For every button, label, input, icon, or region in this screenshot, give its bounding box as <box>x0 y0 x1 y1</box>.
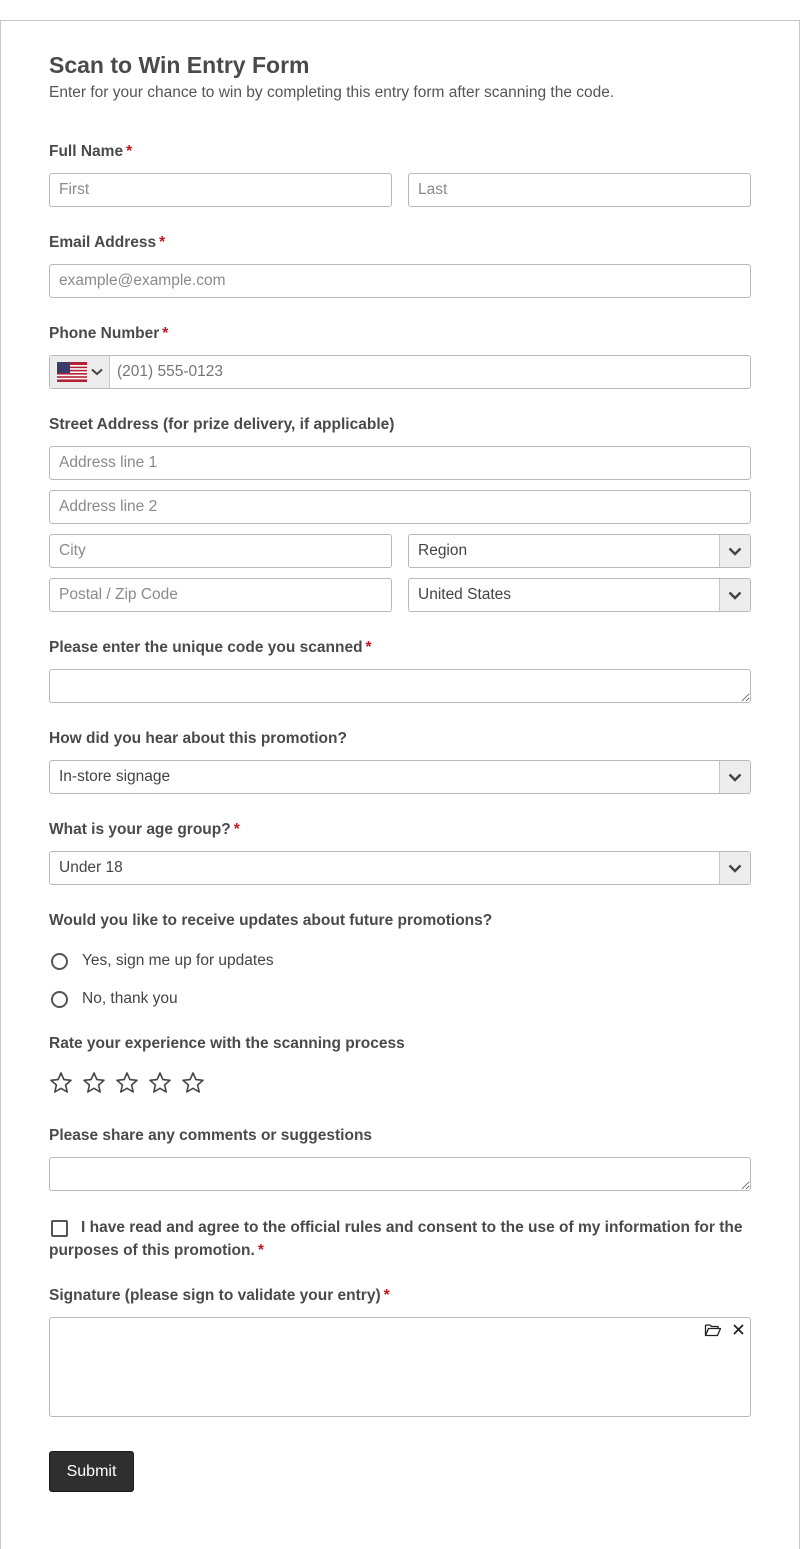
country-value: United States <box>418 586 512 603</box>
us-flag-icon <box>57 362 87 382</box>
form-title: Scan to Win Entry Form <box>49 52 310 78</box>
comments-input[interactable] <box>49 1157 751 1191</box>
signature-pad[interactable] <box>49 1317 751 1417</box>
radio-button[interactable] <box>51 953 68 970</box>
signature-label: Signature (please sign to validate your entry) * <box>49 1287 390 1304</box>
region-value: Region <box>418 542 468 559</box>
agree-label-line1: I have read and agree to the official rules and consent to the use of my information for the <box>81 1219 743 1236</box>
age-group-select[interactable] <box>49 851 751 885</box>
required-mark: * <box>159 234 166 251</box>
star-icon[interactable] <box>181 1071 205 1095</box>
required-mark: * <box>257 1242 264 1259</box>
chevron-down-icon <box>719 535 750 567</box>
country-code-selector[interactable] <box>50 356 110 388</box>
last-name-input[interactable] <box>408 173 751 207</box>
required-mark: * <box>233 821 240 838</box>
address-label: Street Address (for prize delivery, if applicable) <box>49 416 395 433</box>
close-icon[interactable] <box>732 1323 745 1336</box>
email-label: Email Address * <box>49 234 166 251</box>
required-mark: * <box>383 1287 390 1304</box>
agree-checkbox[interactable] <box>51 1220 68 1242</box>
updates-option-yes[interactable] <box>51 952 274 970</box>
star-rating <box>49 1071 205 1095</box>
region-select[interactable] <box>408 534 751 568</box>
chevron-down-icon <box>719 761 750 793</box>
radio-label: No, thank you <box>82 990 178 1007</box>
unique-code-label: Please enter the unique code you scanned * <box>49 639 372 656</box>
phone-field <box>49 355 751 389</box>
star-icon[interactable] <box>82 1071 106 1095</box>
comments-label: Please share any comments or suggestions <box>49 1127 373 1144</box>
star-icon[interactable] <box>115 1071 139 1095</box>
chevron-down-icon <box>719 852 750 884</box>
address-line2-input[interactable] <box>49 490 751 524</box>
phone-input[interactable] <box>110 356 750 388</box>
hear-about-value: In-store signage <box>59 768 171 785</box>
agree-label-line2: purposes of this promotion. * <box>49 1242 264 1259</box>
required-mark: * <box>162 325 169 342</box>
folder-open-icon[interactable] <box>704 1322 722 1338</box>
hear-about-select[interactable] <box>49 760 751 794</box>
city-input[interactable] <box>49 534 392 568</box>
phone-label: Phone Number * <box>49 325 169 342</box>
radio-label: Yes, sign me up for updates <box>82 952 274 969</box>
country-select[interactable] <box>408 578 751 612</box>
submit-button[interactable]: Submit <box>49 1451 134 1492</box>
updates-label: Would you like to receive updates about future promotions? <box>49 912 493 929</box>
full-name-label: Full Name * <box>49 143 133 160</box>
first-name-input[interactable] <box>49 173 392 207</box>
star-icon[interactable] <box>148 1071 172 1095</box>
checkbox[interactable] <box>51 1220 68 1237</box>
age-group-label: What is your age group? * <box>49 821 240 838</box>
age-group-value: Under 18 <box>59 859 123 876</box>
postal-code-input[interactable] <box>49 578 392 612</box>
radio-button[interactable] <box>51 991 68 1008</box>
form-subtitle: Enter for your chance to win by completing this entry form after scanning the code. <box>49 84 615 101</box>
hear-about-label: How did you hear about this promotion? <box>49 730 347 747</box>
email-input[interactable] <box>49 264 751 298</box>
updates-option-no[interactable] <box>51 990 178 1008</box>
unique-code-input[interactable] <box>49 669 751 703</box>
required-mark: * <box>365 639 372 656</box>
address-line1-input[interactable] <box>49 446 751 480</box>
chevron-down-icon <box>91 368 103 376</box>
star-icon[interactable] <box>49 1071 73 1095</box>
rating-label: Rate your experience with the scanning process <box>49 1035 405 1052</box>
required-mark: * <box>126 143 133 160</box>
chevron-down-icon <box>719 579 750 611</box>
